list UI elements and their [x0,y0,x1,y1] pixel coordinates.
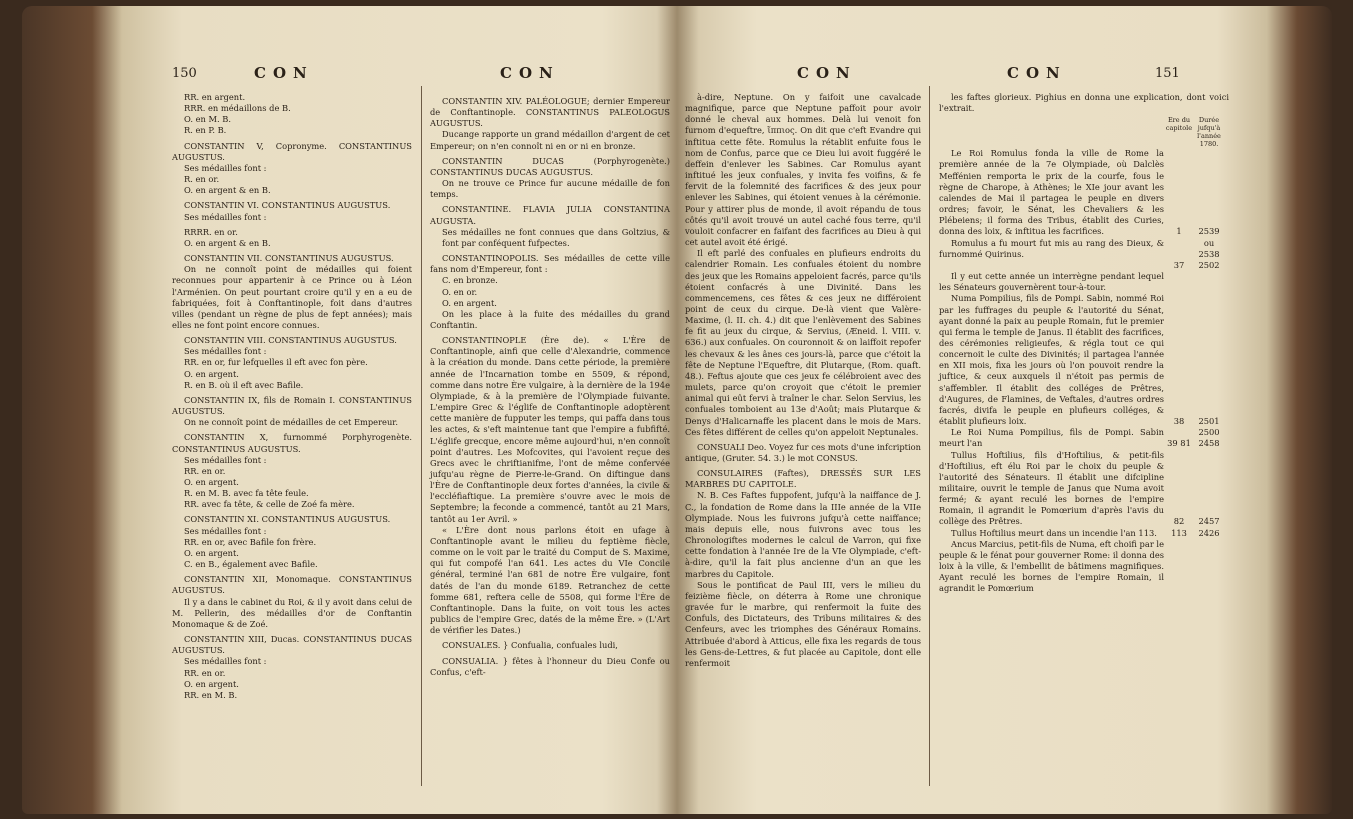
paragraph: On ne connoît point de médailles qui foient reconnues pour appartenir à ce Prince ou à Léon l'Arménien. On peut pourtant croire qu'il y en a eu de fabriquées, foit à Conftantinople, foit dans d'autres villes (pendant un règne de plus de fept années); mais elles ne font point encore connues. [172,264,412,330]
paragraph: Ses médailles font : [184,346,267,357]
entry-ere: 113 [1171,527,1187,538]
right-page [677,6,1332,814]
left-page [22,6,677,814]
paragraph: O. en argent. [184,368,239,379]
fasti-entry [939,539,1229,595]
paragraph: O. en argent & en B. [184,237,271,248]
entry-text: Tullus Hoftilius, fils d'Hoftilius, & petit-fils d'Hoftilius, eft élu Roi par le choix du peuple & l'autorité des Sénateurs. Il établit une difcipline militaire, ouvrit le temple de Janus que Numa avoit fermé; & ayant reculé les bornes de l'empire Romain, il agrandit le Pomœrium d'après l'avis du collège des Prêtres. [939,449,1164,527]
paragraph: On ne trouve ce Prince fur aucune médaille de fon temps. [430,178,670,200]
paragraph: O. en M. B. [184,114,231,125]
fasti-entry [939,427,1229,449]
fasti-entry [939,271,1229,293]
paragraph: O. en argent. [442,297,497,308]
entry-ere: 37 [1173,259,1185,270]
ere-header: Ere du capitole [1165,116,1193,133]
entry-ere: 1 [1176,226,1182,237]
fasti-table [939,92,1229,595]
paragraph: RR. en or. [184,667,226,678]
fasti-column-headers [939,116,1229,148]
paragraph: CONSTANTIN XIII, Ducas. CONSTANTINUS DUCAS AUGUSTUS. [172,634,412,656]
fasti-entry [939,528,1229,539]
paragraph: On ne connoît point de médailles de cet Empereur. [184,417,399,428]
paragraph: CONSTANTIN V, Copronyme. CONSTANTINUS AUGUSTUS. [172,140,412,162]
paragraph: Ducange rapporte un grand médaillon d'argent de cet Empereur; on n'en connoît ni en or ni en bronze. [430,129,670,151]
paragraph: « L'Ère dont nous parlons étoit en ufage à Conftantinople avant le milieu du feptième fiècle, comme on le voit par le traité du Comput de S. Maxime, qui fut compofé l'an 641. Les actes du VIe Concile général, terminé l'an 681 de notre Ère vulgaire, font datés de l'an du monde 6189. Retranchez de cette fomme 681, reftera celle de 5508, qui forme l'Ère de Conftantinople. Dans la fuite, on voit tous les actes publics de l'empire Grec, datés de la même Ère. » (L'Art de vérifier les Dates.) [430,524,670,636]
paragraph: C. en B., également avec Bafile. [184,559,318,570]
paragraph: Ses médailles ne font connues que dans Goltzius, & font par conféquent fufpectes. [442,226,670,248]
paragraph: CONSUALI Deo. Voyez fur ces mots d'une infcription antique, (Gruter. 54. 3.) le mot CONSUS. [685,441,921,463]
duree-header: Durée jufqu'à l'année 1780. [1197,116,1221,149]
column-rule [421,86,422,786]
paragraph: C. en bronze. [442,275,498,286]
entry-text: Ancus Marcius, petit-fils de Numa, eft choifi par le peuple & le fénat pour gouverner Rome: il donna des loix à la ville, & l'embellit de bâtimens magnifiques. Ayant reculé les bornes de l'empire Romain, il agrandit le Pomœrium [939,538,1164,594]
paragraph: RR. avec fa tête, & celle de Zoé fa mère. [184,499,355,510]
entry-text: Numa Pompilius, fils de Pompi. Sabin, nommé Roi par les fuffrages du peuple & l'autorité du Sénat, ayant donné la paix au peuple Romain, fut le premier qui ferma le temple de Janus. Il établit des facrifices, des cérémonies religieufes, & régla tout ce qui concernoit le culte des Divinités; il partagea l'année en XII mois, fixa les jours où l'on pouvoit rendre la juftice, & ceux auxquels il n'étoit pas permis de s'affembler. Il établit des colléges de Prêtres, d'Augures, de Flamines, de Veftales, d'autres ordres facrés, divifa le peuple en plufieurs colléges, & établit plufieurs loix. [939,293,1164,427]
paragraph: RR. en or, avec Bafile fon frère. [184,536,317,547]
entry-text: Il y eut cette année un interrègne pendant lequel les Sénateurs gouvernèrent tour-à-tour. [939,271,1164,293]
paragraph: O. en argent & en B. [184,185,271,196]
page-number: 150 [172,66,197,81]
fasti-entry [939,450,1229,528]
entry-ere: 38 [1173,416,1185,427]
entry-duree: 2457 [1198,516,1220,527]
paragraph: O. en argent. [184,477,239,487]
paragraph: Il y a dans le cabinet du Roi, & il y avoit dans celui de M. Pellerin, des médailles d'or de Conftantin Monomaque & de Zoé. [172,596,412,629]
open-book [22,6,1332,814]
paragraph: Sous le pontificat de Paul III, vers le milieu du feizième fiècle, on déterra à Rome une chronique gravée fur le marbre, qui renfermoit la fuite des Confuls, des Dictateurs, des Tribuns militaires & des Cenfeurs, avec les triomphes des Généraux Romains. Attribuée d'abord à Atticus, elle fixa les regards de tous les Gens-de-Lettres, & fut placée au Capitole, dont elle renfermoit [685,579,921,668]
paragraph: à-dire, Neptune. On y faifoit une cavalcade magnifique, parce que Neptune paffoit pour avoir donné le cheval aux hommes. Delà lui venoit fon furnom d'equeftre, ἵππιος. On dit que c'eft Evandre qui inftitua cette fête. Romulus la rétablit enfuite fous le nom de Confus, parce que ce Dieu lui avoit fuggéré le deffein d'enlever les Sabines. Car Romulus ayant inftitué les jeux confuales, y invita fes voifins, & fe fervit de la folemnité des facrifices & des jeux pour enlever les Sabines, qui étoient venues à la cérémonie. Pour y attirer plus de monde, il avoit répandu de tous côtés qu'il avoit trouvé un autel caché fous terre, qu'il vouloit confacrer en faifant des facrifices au Dieu à qui cet autel avoit été érigé. [685,92,921,248]
paragraph: Ses médailles font : [184,454,267,465]
paragraph: CONSTANTIN XII, Monomaque. CONSTANTINUS AUGUSTUS. [172,574,412,596]
paragraph: RR. en argent. [184,92,246,102]
text-column-1 [685,92,921,669]
paragraph: N. B. Ces Faftes fuppofent, jufqu'à la naiffance de J. C., la fondation de Rome dans la IIIe année de la VIIe Olympiade. Nous les fuivrons jufqu'à cette naiffance; mais depuis elle, nous fuivrons avec tous les Chronologiftes modernes le calcul de Varron, qui fixe cette fondation à l'année Ire de la VIe Olympiade, c'eft-à-dire, qu'il la fait plus ancienne d'un an que les marbres du Capitole. [685,490,921,579]
fasti-entry [939,148,1229,237]
paragraph: CONSTANTIN VII. CONSTANTINUS AUGUSTUS. [184,253,394,264]
paragraph: CONSTANTIN DUCAS (Porphyrogenète.) CONSTANTINUS DUCAS AUGUSTUS. [430,155,670,177]
paragraph: CONSUALIA. } fêtes à l'honneur du Dieu Confe ou Confus, c'eft- [430,655,670,677]
entry-text: Tullus Hoftilius meurt dans un incendie l'an 113. [951,527,1157,538]
paragraph: Il eft parlé des confuales en plufieurs endroits du calendrier Romain. Les confuales étoient du nombre des jeux que les Romains appeloient facrés, parce qu'ils étoient confacrés à une Divinité. Dans les commencemens, ces fêtes & ces jeux ne différoient point de ceux du cirque. De-là vient que Valère-Maxime, (l. II. ch. 4.) dit que l'enlèvement des Sabines fe fit au jeux du cirque, & Servius, (Æneid. l. VIII. v. 636.) aux confuales. On couronnoit & on laiffoit repofer les chevaux & les ânes ces jours-là, parce que c'étoit la fête de Neptune l'Equeftre, dit Plutarque, (Rom. quaft. 48.). Feftus ajoute que ces jeux fe célébroient avec des mulets, parce qu'on croyoit que c'étoit le premier animal qui eût fervi à traîner le char. Selon Servius, les confuales tomboient au 13e d'Août; mais Plutarque & Denys d'Halicarnaffe les placent dans le mois de Mars. Ces fêtes différent de celles qu'on appeloit Neptunales. [685,248,921,437]
paragraph: R. en B. où il eft avec Bafile. [184,379,304,390]
paragraph: RR. en or. [184,465,226,476]
entry-text: Le Roi Romulus fonda la ville de Rome la première année de la 7e Olympiade, où Dalclès Meffénien remporta le prix de la courfe, fous le règne de Charope, à Athènes; le XIe jour avant les calendes de Mai il partagea le peuple en divers ordres; favoir, le Sénat, les Chevaliers & les Plébeiens; il forma des Tribus, établit des Curies, donna des loix, & inftitua les facrifices. [939,148,1164,237]
paragraph: CONSTANTIN XI. CONSTANTINUS AUGUSTUS. [184,514,391,525]
paragraph: RR. en or, fur lefquelles il eft avec fon père. [184,357,368,368]
paragraph: Ses médailles font : [184,656,267,667]
paragraph: Ses médailles font : [184,162,267,173]
page-number: 151 [1155,66,1180,81]
paragraph: CONSTANTINOPOLIS. Ses médailles de cette ville fans nom d'Empereur, font : [430,253,670,275]
paragraph: CONSUALES. } Confualia, confuales ludi, [442,640,618,651]
running-header: CON [500,64,560,82]
paragraph: Ses médailles font : [184,211,267,222]
fasti-entry [939,238,1229,271]
text-column-1 [172,92,412,701]
paragraph: R. en or. [184,174,220,185]
paragraph: RRR. en médaillons de B. [184,103,291,114]
paragraph: CONSTANTIN X, furnommé Porphyrogenète. CONSTANTINUS AUGUSTUS. [172,432,412,454]
paragraph: On les place à la fuite des médailles du grand Conftantin. [430,308,670,330]
paragraph: R. en P. B. [184,125,227,136]
entry-duree: 2426 [1198,527,1220,538]
running-header: CON [254,64,314,82]
paragraph: RRRR. en or. [184,226,238,237]
paragraph: O. en argent. [184,678,239,689]
paragraph: R. en M. B. avec fa tête feule. [184,488,309,499]
paragraph: CONSULAIRES (Faftes), DRESSÉS SUR LES MARBRES DU CAPITOLE. [685,468,921,490]
column-rule [929,86,930,786]
running-header: CON [797,64,857,82]
entry-duree: 2500 2458 [1198,427,1220,449]
text-column-2 [430,92,670,678]
entry-duree: 2539 [1198,226,1220,237]
fasti-intro: les faftes glorieux. Pighius en donna une explication, dont voici l'extrait. [939,92,1229,114]
entry-text: Romulus a fu mourt fut mis au rang des Dieux, & furnommé Quirinus. [939,237,1164,259]
paragraph: CONSTANTIN VIII. CONSTANTINUS AUGUSTUS. [184,335,397,346]
paragraph: CONSTANTIN IX, fils de Romain I. CONSTANTINUS AUGUSTUS. [172,394,412,417]
paragraph: RR. en M. B. [184,689,238,700]
entry-ere: 82 [1173,516,1185,527]
entry-text: Le Roi Numa Pompilius, fils de Pompi. Sabin meurt l'an [939,427,1164,449]
entry-duree: ou 2538 2502 [1198,237,1220,270]
entry-duree: 2501 [1198,416,1220,427]
paragraph: O. en or. [442,286,478,297]
paragraph: CONSTANTINE. FLAVIA JULIA CONSTANTINA AUGUSTA. [430,204,670,226]
running-header: CON [1007,64,1067,82]
paragraph: CONSTANTIN XIV. PALÉOLOGUE; dernier Empereur de Conftantinople. CONSTANTINUS PALEOLOGUS AUGUSTUS. [430,96,670,129]
paragraph: O. en argent. [184,547,239,558]
paragraph: Ses médailles font : [184,525,267,536]
fasti-entry [939,293,1229,427]
entry-ere: 39 81 [1167,438,1191,449]
paragraph: CONSTANTINOPLE (Ère de). « L'Ère de Conftantinople, ainfi que celle d'Alexandrie, commence à la création du monde. Dans cette période, la première année de l'Incarnation tombe en 5509, & répond, comme dans notre Ère vulgaire, à la dernière de la 194e Olympiade, & à la première de l'Olympiade fuivante. L'empire Grec & l'églife de Conftantinople adoptèrent cette manière de fupputer les temps, qui paffa dans tous les actes, & s'eft maintenue tant que l'empire a fubfifté. L'églife grecque, encore même aujourd'hui, n'en connoît point d'autres. Les Mofcovites, qui l'avoient reçue des Grecs avec le chriftianifme, l'ont de même confervée jufqu'au règne de Pierre-le-Grand. On diftingue dans l'Ère de Conftantinople deux fortes d'années, la civile & l'eccléfiaftique. La première s'ouvre avec le mois de Septembre; la feconde a commencé, tantôt au 21 Mars, tantôt au 1er Avril. » [430,335,670,524]
paragraph: CONSTANTIN VI. CONSTANTINUS AUGUSTUS. [184,200,391,211]
